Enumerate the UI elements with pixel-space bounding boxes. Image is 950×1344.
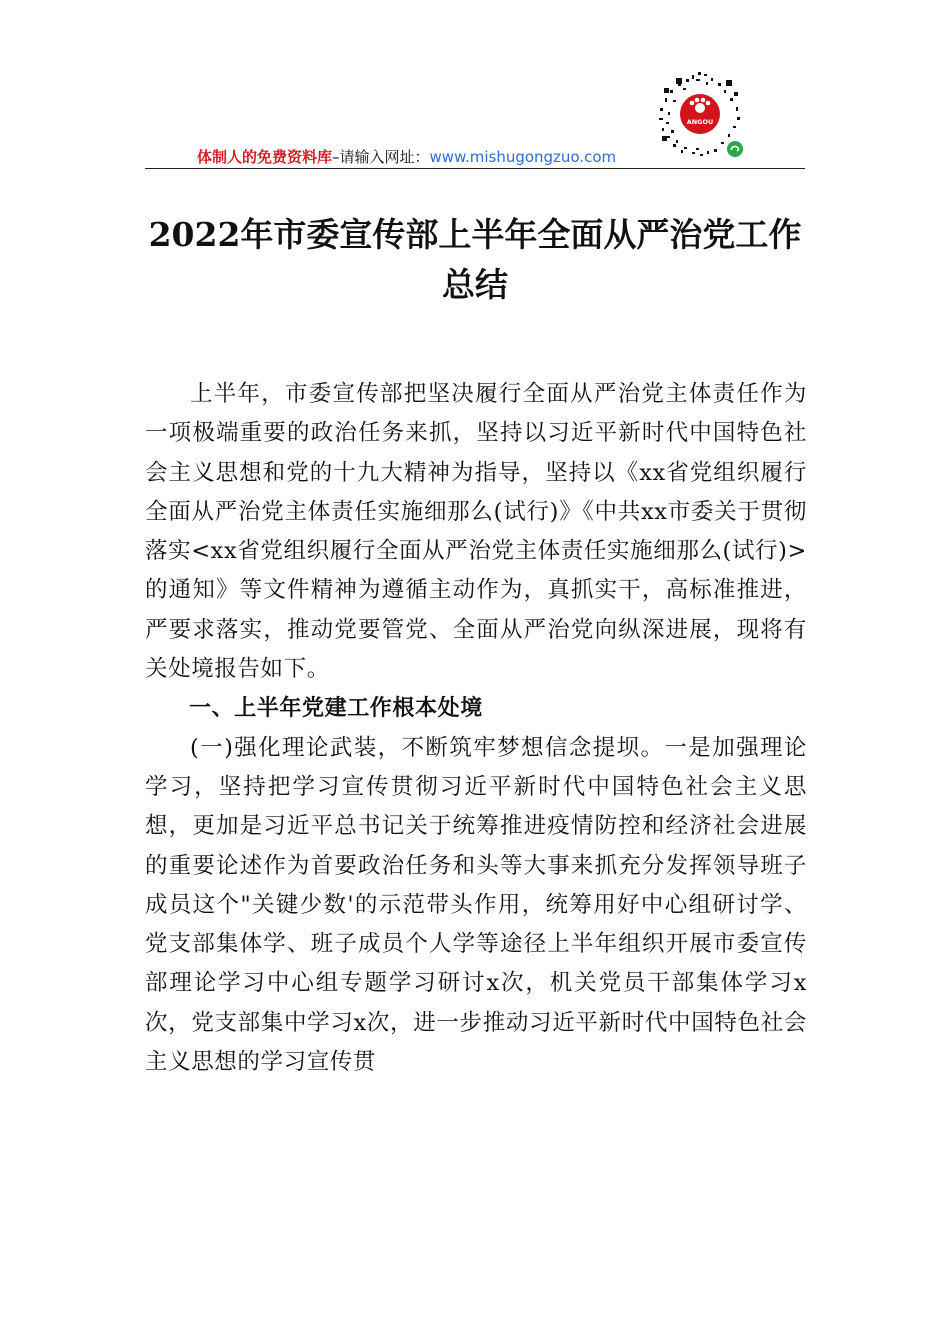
paragraph-intro: 上半年，市委宣传部把坚决履行全面从严治党主体责任作为一项极端重要的政治任务来抓，坚持以习近平新时代中国特色社会主义思想和党的十九大精神为指导，坚持以《xx省党组织履行全面从严治党主体责任实施细那么(试行)》《中共xx市委关于贯彻落实<xx省党组织履行全面从严治党主体责任实施细那么(试行)>的通知》等文件精神为遵循主动作为，真抓实干，高标准推进，严要求落实，推动党要管党、全面从严治党向纵深进展，现将有关处境报告如下。 [145,381,807,683]
qr-logo-badge [680,94,720,134]
header-brand-text: 体制人的免费资料库 [197,148,333,166]
header-divider [145,168,805,169]
section-heading: 一、上半年党建工作根本处境 [189,696,483,722]
header-prompt-text: –请输入网址： [332,148,430,166]
document-title: 2022年市委宣传部上半年全面从严治党工作总结 [148,215,802,304]
document-body [145,375,807,1082]
miniprogram-badge-icon [727,141,743,157]
header-url-link[interactable]: www.mishugongzuo.com [429,148,617,166]
paragraph-theory: (一)强化理论武装，不断筑牢梦想信念提坝。一是加强理论学习，坚持把学习宣传贯彻习近平新时代中国特色社会主义思想，更加是习近平总书记关于统筹推进疫情防控和经济社会进展的重要论述作为首要政治任务和头等大事来抓充分发挥领导班子成员这个"关键少数'的示范带头作用，统筹用好中心组研讨学、党支部集体学、班子成员个人学等途径上半年组织开展市委宣传部理论学习中心组专题学习研讨x次，机关党员干部集体学习x次，党支部集中学习x次，进一步推动习近平新时代中国特色社会主义思想的学习宣传贯 [145,734,807,1076]
qr-logo-text: ANGOU [686,118,714,126]
qr-code-icon[interactable] [656,70,744,158]
